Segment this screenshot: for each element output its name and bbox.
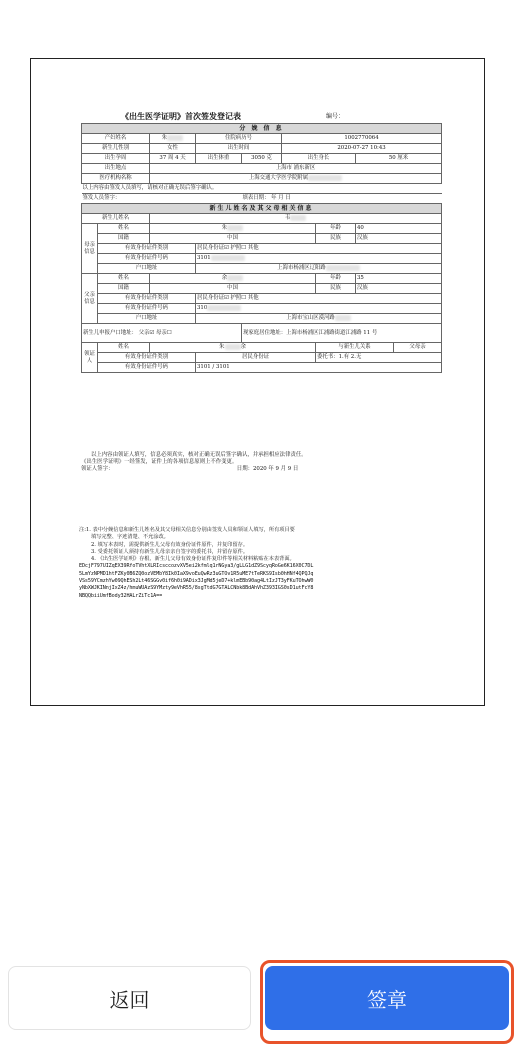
claimant-name-cell: 朱 余 (150, 343, 316, 353)
father-id-label: 有效身份证件号码 (98, 304, 196, 314)
mother-name-cell: 朱 (150, 134, 196, 144)
baby-name-label: 新生儿姓名 (82, 214, 150, 224)
institution-label: 医疗机构名称 (82, 174, 150, 184)
father-hukou-label: 户口地址 (98, 314, 196, 324)
back-button[interactable]: 返回 (8, 966, 251, 1030)
institution-cell: 上海交通大学医学院附属 (150, 174, 442, 184)
document-preview (30, 58, 485, 706)
signature-hash-line: VSs59YCmzhYw09QhESh2Lt46SGGv0if6h0i9ADix3JgMd5jeD7+klmEBb90ag4LtIzJT3yFKuTOhwW0 (79, 578, 314, 585)
father-id-type-label: 有效身份证件类别 (98, 294, 196, 304)
claimant-ids: 3101 / 3101 (196, 363, 442, 373)
mother-nationality-label: 国籍 (98, 234, 150, 244)
note-line: 4. 《出生医学证明》存根、新生儿父母有效身份证件复印件等相关材料粘贴在本表背面。 (91, 556, 295, 563)
statement-line-2: 《出生医学证明》一经签发，证件上的各项信息原则上不作变更。 (81, 459, 238, 465)
section-birth-info: 分 娩 信 息 (82, 124, 442, 134)
relation-value: 父母亲 (394, 343, 442, 353)
mother-age-value: 40 (356, 224, 442, 234)
document-title: 《出生医学证明》首次签发登记表 (121, 111, 241, 121)
note-line: 填写完整、字迹清楚、不允涂改。 (91, 534, 169, 541)
father-group-label: 父亲信息 (82, 274, 98, 324)
registration-form-table (81, 123, 442, 373)
fill-date-label: 填表日期： 年 月 日 (242, 194, 442, 204)
weight-label: 出生体重 (196, 154, 242, 164)
serial-number-label: 编号： (326, 113, 345, 120)
gestation-label: 出生孕周 (82, 154, 150, 164)
mother-id-label: 有效身份证件号码 (98, 254, 196, 264)
note-line: 3. 受委托领证人须持有新生儿母亲亲自签字的委托书，并留存原件。 (91, 548, 249, 555)
claimant-id-label: 有效身份证件号码 (98, 363, 196, 373)
father-name-cell: 余 (150, 274, 316, 284)
weight-value: 3050 克 (242, 154, 282, 164)
father-id-type-value: 居民身份证☑ 护照☐ 其他 (196, 294, 442, 304)
confirm-line: 以上内容由签发人员填写，请核对正确无误后签字确认。 (82, 184, 442, 194)
residence-address: 现家庭居住地址：上海市杨浦区江浦路街道江浦路 11 号 (242, 324, 442, 343)
mother-name2-cell: 朱 (150, 224, 316, 234)
signature-hash-line: yNbXWJKINnjIxZ4z/hmuWUAzS9YMzty9eVhR55/8sgTtdG7GTALCNbk8BdAhVhZ393IGS0sD1utFcY8 (79, 585, 314, 592)
mother-id-cell: 3101 (196, 254, 442, 264)
father-name-label: 姓名 (98, 274, 150, 284)
claimant-statement (81, 452, 443, 473)
baby-name-cell: 韦 (150, 214, 442, 224)
issuer-signature-label: 签发人员签字： (82, 194, 242, 204)
note-line: 2. 填写本表时，需提供新生儿父母有效身份证件原件，并复印留存。 (91, 541, 249, 548)
length-label: 出生身长 (282, 154, 356, 164)
mother-name-label: 产妇姓名 (82, 134, 150, 144)
hospital-record-label: 住院病历号 (196, 134, 282, 144)
father-ethnicity-label: 民族 (316, 284, 356, 294)
birth-time-value: 2020-07-27 10:43 (282, 144, 442, 154)
claimant-name-label: 姓名 (98, 343, 150, 353)
signature-hash-line: NBQQbiiUmfBody32HALrZiTc1A== (79, 592, 163, 599)
father-age-value: 35 (356, 274, 442, 284)
father-ethnicity-value: 汉族 (356, 284, 442, 294)
mother-name2-label: 姓名 (98, 224, 150, 234)
signature-hash-line: 5LmYzNPMD1htFZKy0B6ZQ0ozVEMbY8Ik0IaX9voEuQwRz3uGTOv1R5uME7tTeRKS9Isb0hHNf4QPQJq (79, 570, 314, 577)
claimant-signature-label: 领证人签字： (81, 466, 114, 472)
section-names-info: 新生儿姓名及其父母相关信息 (82, 204, 442, 214)
sign-date: 日期：2020 年 9 月 9 日 (236, 466, 299, 472)
father-nationality-label: 国籍 (98, 284, 150, 294)
claimant-id-type-label: 有效身份证件类别 (98, 353, 196, 363)
mother-hukou-cell: 上海市杨浦区辽阳路 (196, 264, 442, 274)
apply-address-label: 新生儿申报户口地址： 父亲☑ 母亲☐ (82, 324, 242, 343)
statement-line: 以上内容由领证人填写，信息必须真实，核对正确无误后签字确认，并承担相应法律责任。 (91, 452, 307, 458)
mother-age-label: 年龄 (316, 224, 356, 234)
birth-place-label: 出生地点 (82, 164, 150, 174)
sex-value: 女性 (150, 144, 196, 154)
birth-place-value: 上海市 浦东新区 (150, 164, 442, 174)
note-line: 注:1. 表中分娩信息和新生儿姓名及其父母相关信息分别由签发人员和领证人填写，所有项目要 (79, 527, 295, 533)
mother-ethnicity-value: 汉族 (356, 234, 442, 244)
mother-ethnicity-label: 民族 (316, 234, 356, 244)
claimant-signature-row (81, 466, 443, 473)
sex-label: 新生儿性别 (82, 144, 150, 154)
document-header (31, 111, 484, 123)
length-value: 50 厘米 (356, 154, 442, 164)
relation-label: 与新生儿关系 (316, 343, 394, 353)
mother-id-type-value: 居民身份证☑ 护照☐ 其他 (196, 244, 442, 254)
mother-nationality-value: 中国 (150, 234, 316, 244)
signature-hash-line: EDcjF797UIZqEX39RfoTVhtXLRIcsccozvXV5ei2kfmlq1rNGya3/gLLG1dZ9ScyqRoGe6K16X0C7DL (79, 563, 314, 570)
mother-group-label: 母亲信息 (82, 224, 98, 274)
proxy-letter-label: 委托书：1.有 2.无 (316, 353, 442, 363)
sign-button[interactable]: 签章 (265, 966, 509, 1030)
father-id-cell: 310 (196, 304, 442, 314)
father-hukou-cell: 上海市宝山区漠河路 (196, 314, 442, 324)
notes-section (79, 527, 459, 600)
mother-id-type-label: 有效身份证件类别 (98, 244, 196, 254)
father-age-label: 年龄 (316, 274, 356, 284)
claimant-group-label: 领证人 (82, 343, 98, 373)
mother-hukou-label: 户口地址 (98, 264, 196, 274)
hospital-record-value: 1002770064 (282, 134, 442, 144)
gestation-value: 37 周 4 天 (150, 154, 196, 164)
birth-time-label: 出生时间 (196, 144, 282, 154)
father-nationality-value: 中国 (150, 284, 316, 294)
claimant-id-type-value: 居民身份证 (196, 353, 316, 363)
